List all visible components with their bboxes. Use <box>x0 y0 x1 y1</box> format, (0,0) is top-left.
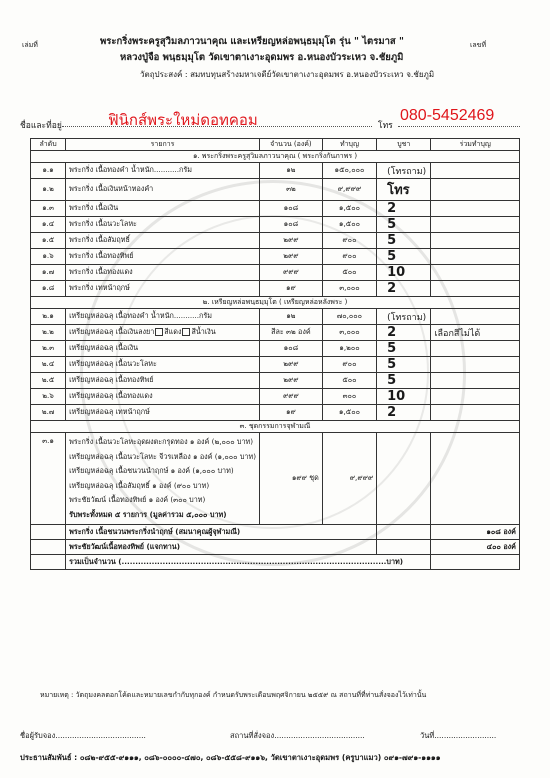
item-name <box>66 357 260 373</box>
handwritten-amount: 5 <box>387 249 397 264</box>
donate-cell[interactable] <box>431 201 520 217</box>
table-row <box>31 281 520 297</box>
donate-cell[interactable] <box>431 249 520 265</box>
handwritten-amount: 2 <box>387 281 397 296</box>
item-price: ๑,๕๐๐ <box>322 405 376 421</box>
row-number: ๓.๑ <box>31 433 66 525</box>
item-label: เหรียญหล่อฉลุ เนื้อเงิน <box>69 343 139 352</box>
item-name <box>66 389 260 405</box>
handwritten-amount: (โทรถาม) <box>387 167 427 177</box>
donate-cell[interactable] <box>431 405 520 421</box>
date-field[interactable]: วันที่.......................... <box>420 731 497 740</box>
item-label: พระกริ่ง เนื้อทองทิพย์ <box>69 251 134 260</box>
row-number: ๑.๑ <box>31 163 66 179</box>
item-label: พระกริ่ง เนื้อเงิน <box>69 203 119 212</box>
item-price: ๙๐๐ <box>322 249 376 265</box>
receiver-field[interactable]: ชื่อผู้รับจอง...................................... <box>20 731 146 740</box>
tel-label: โทร <box>378 121 393 131</box>
item-label: เหรียญหล่อฉลุ เนื้อทองคำ น้ำหนัก...........กรัม <box>69 311 212 320</box>
item-qty: ๓๒ <box>260 179 323 201</box>
row-number: ๑.๕ <box>31 233 66 249</box>
item-price: ๓,๐๐๐ <box>322 281 376 297</box>
handwritten-amount: 2 <box>387 325 397 340</box>
row-number: ๒.๕ <box>31 373 66 389</box>
item-qty: ๒๙๙ <box>260 373 323 389</box>
row-number: ๒.๔ <box>31 357 66 373</box>
table-row <box>31 405 520 421</box>
title-line-1: พระกริ่งพระครูสุวิมลภาวนาคุณ และเหรียญหล่อพนฺธมฺมุโต รุ่น " ไตรมาส " <box>100 36 404 47</box>
handwritten-amount: 2 <box>387 201 397 216</box>
item-label: พระกริ่ง เนื้อสัมฤทธิ์ <box>69 235 130 244</box>
item-label: พระกริ่ง เนื้อเงินหน้าทองคำ <box>69 184 154 193</box>
item-label: พระกริ่ง เทหน้าฤกษ์ <box>69 283 130 292</box>
item-price: ๙,๙๙๙ <box>322 179 376 201</box>
donate-cell[interactable] <box>431 309 520 325</box>
item-price: ๑,๒๐๐ <box>322 341 376 357</box>
handwritten-amount: 10 <box>387 389 406 404</box>
item-price: ๑,๕๐๐ <box>322 201 376 217</box>
name-address-label: ชื่อและที่อยู่ <box>20 121 62 131</box>
handwritten-amount: โทร <box>387 183 410 198</box>
order-amount[interactable] <box>377 201 431 217</box>
handwritten-amount: 5 <box>387 233 397 248</box>
table-row <box>31 357 520 373</box>
row-number: ๑.๖ <box>31 249 66 265</box>
set-donate-cell[interactable] <box>431 433 520 525</box>
item-label: เหรียญหล่อฉลุ เนื้อเงินลงยา <box>69 327 155 336</box>
item-qty: ๑๙ <box>260 405 323 421</box>
handwritten-amount: 5 <box>387 373 397 388</box>
total-label: รวมเป็นจำนวน (.................................................................................................บาท) <box>66 555 431 570</box>
donate-cell[interactable] <box>431 179 520 201</box>
col-header: ลำดับ <box>31 139 66 151</box>
row-number: ๒.๓ <box>31 341 66 357</box>
set-line: รับพระทั้งหมด ๕ รายการ (มูลค่ารวม ๕,๐๐๐ บาท) <box>69 509 227 519</box>
table-row <box>31 341 520 357</box>
col-header: บูชา <box>377 139 431 151</box>
donate-cell[interactable] <box>431 357 520 373</box>
table-row <box>31 265 520 281</box>
item-qty: ๑๒ <box>260 309 323 325</box>
footnote: หมายเหตุ : วัตถุมงคลตอกโค้ดและหมายเลขกำกับทุกองค์ กำหนดรับพระเดือนพฤศจิกายน ๒๕๕๙ ณ สถานที่ที่ท่านสั่งจองไว้เท่านั้น <box>40 691 427 699</box>
item-qty: ๑๙ <box>260 281 323 297</box>
extra-qty: ๑๐๘ องค์ <box>431 525 520 540</box>
item-label: เหรียญหล่อฉลุ เนื้อนวะโลหะ <box>69 359 157 368</box>
table-row <box>31 249 520 265</box>
item-name <box>66 405 260 421</box>
tel-field[interactable] <box>398 126 520 127</box>
table-row <box>31 525 520 540</box>
order-amount[interactable] <box>377 341 431 357</box>
handwritten-amount: 5 <box>387 217 397 232</box>
extra-item: พระชัยวัฒน์เนื้อทองทิพย์ (แจกทาน) <box>66 540 377 555</box>
item-name <box>66 281 260 297</box>
col-header: รายการ <box>66 139 260 151</box>
table-row <box>31 201 520 217</box>
table-row <box>31 373 520 389</box>
section-heading: ๒. เหรียญหล่อพนฺธมฺมุโต ( เหรียญหล่อหลังพระ ) <box>31 297 520 309</box>
table-row <box>31 217 520 233</box>
set-line: เหรียญหล่อฉลุ เนื้อชนวนนำฤกษ์ ๑ องค์ (๑,๐๐๐ บาท) <box>69 466 234 475</box>
color-option-label: สีน้ำเงิน <box>191 327 216 336</box>
brand-name: ฟินิกส์พระใหม่ดอทคอม <box>108 112 258 129</box>
item-label: พระกริ่ง เนื้อทองคำ น้ำหนัก...........กรัม <box>69 165 192 174</box>
item-qty: สีละ ๓๒ องค์ <box>260 325 323 341</box>
item-qty: ๒๙๙ <box>260 357 323 373</box>
order-amount[interactable] <box>377 405 431 421</box>
donate-cell[interactable] <box>431 389 520 405</box>
color-option-label: สีแดง <box>164 327 182 336</box>
item-price: ๙๐๐ <box>322 233 376 249</box>
donate-cell[interactable] <box>431 265 520 281</box>
section-heading: ๓. ชุดกรรมการจุฬามณี <box>31 421 520 433</box>
order-amount[interactable] <box>377 217 431 233</box>
row-number: ๒.๗ <box>31 405 66 421</box>
item-qty: ๙๙๙ <box>260 389 323 405</box>
col-header: จำนวน (องค์) <box>260 139 323 151</box>
order-amount[interactable] <box>377 179 431 201</box>
order-amount[interactable] <box>377 309 431 325</box>
handwritten-amount: (โทรถาม) <box>387 313 427 323</box>
handwritten-note: เลือกสีไม่ได้ <box>434 328 481 339</box>
table-row <box>31 325 520 341</box>
doc-number-label: เลขที่ <box>470 41 487 49</box>
row-number: ๑.๒ <box>31 179 66 201</box>
row-number: ๑.๔ <box>31 217 66 233</box>
table-row <box>31 389 520 405</box>
handwritten-amount: 2 <box>387 405 397 420</box>
set-line: เหรียญหล่อฉลุ เนื้อนวะโลหะ จีวรเหลือง ๑ องค์ (๑,๐๐๐ บาท) <box>69 451 256 461</box>
item-name <box>66 325 260 341</box>
brand-phone: 080-5452469 <box>400 107 495 124</box>
order-amount[interactable] <box>377 233 431 249</box>
item-name <box>66 233 260 249</box>
item-label: พระกริ่ง เนื้อทองแดง <box>69 267 133 276</box>
item-label: เหรียญหล่อฉลุ เนื้อทองทิพย์ <box>69 375 154 384</box>
item-price: ๓๐๐ <box>322 389 376 405</box>
item-name <box>66 265 260 281</box>
item-qty: ๑๐๘ <box>260 217 323 233</box>
extra-item: พระกริ่ง เนื้อชนวนพระกริ่งนำฤกษ์ (สมนาคุณผู้จุฬามณี) <box>66 525 377 540</box>
item-price: ๓,๐๐๐ <box>322 325 376 341</box>
book-number-label: เล่มที่ <box>22 41 38 49</box>
row-number: ๑.๗ <box>31 265 66 281</box>
donate-cell[interactable] <box>431 217 520 233</box>
order-amount[interactable] <box>377 249 431 265</box>
row-number: ๒.๑ <box>31 309 66 325</box>
item-qty: ๑๐๘ <box>260 341 323 357</box>
purpose-line: วัตถุประสงค์ : สมทบทุนสร้างมหาเจดีย์วัดเขาตาเงาะอุดมพร อ.หนองบัวระเหว จ.ชัยภูมิ <box>140 70 435 79</box>
item-price: ๑,๕๐๐ <box>322 217 376 233</box>
item-qty: ๒๙๙ <box>260 233 323 249</box>
donate-cell[interactable] <box>431 233 520 249</box>
row-number: ๑.๘ <box>31 281 66 297</box>
table-row <box>31 540 520 555</box>
order-table <box>30 138 520 570</box>
table-row <box>31 179 520 201</box>
table-header-row <box>31 139 520 151</box>
item-label: พระกริ่ง เนื้อนวะโลหะ <box>69 219 137 228</box>
section-heading: ๑. พระกริ่งพระครูสุวิมลภาวนาคุณ ( พระกริ่งกันภาพร ) <box>31 151 520 163</box>
item-qty: ๒๙๙ <box>260 249 323 265</box>
table-row <box>31 433 520 525</box>
item-price: ๕๐๐ <box>322 265 376 281</box>
order-amount[interactable] <box>377 265 431 281</box>
table-row <box>31 309 520 325</box>
item-name <box>66 217 260 233</box>
row-number: ๒.๖ <box>31 389 66 405</box>
row-number: ๒.๒ <box>31 325 66 341</box>
set-price: ๙,๙๙๙ <box>322 433 376 525</box>
item-qty: ๑๒ <box>260 163 323 179</box>
color-checkbox[interactable] <box>155 328 163 336</box>
item-name <box>66 249 260 265</box>
order-amount[interactable] <box>377 357 431 373</box>
row-number: ๑.๓ <box>31 201 66 217</box>
color-checkbox[interactable] <box>182 328 190 336</box>
handwritten-amount: 5 <box>387 357 397 372</box>
item-label: เหรียญหล่อฉลุ เทหน้าฤกษ์ <box>69 407 150 416</box>
item-price: ๑๕๐,๐๐๐ <box>322 163 376 179</box>
order-amount[interactable] <box>377 281 431 297</box>
title-line-2: หลวงปู่จือ พนฺธมฺมุโต วัดเขาตาเงาะอุดมพร อ.หนองบัวระเหว จ.ชัยภูมิ <box>120 52 404 63</box>
item-name <box>66 163 260 179</box>
set-line: เหรียญหล่อฉลุ เนื้อสัมฤทธิ์ ๑ องค์ (๙๐๐ บาท) <box>69 480 210 490</box>
item-price: ๗๐,๐๐๐ <box>322 309 376 325</box>
set-items <box>66 433 260 525</box>
set-order-cell[interactable] <box>377 433 431 525</box>
order-amount[interactable] <box>377 163 431 179</box>
donate-cell[interactable] <box>431 163 520 179</box>
table-row <box>31 163 520 179</box>
order-amount[interactable] <box>377 325 431 341</box>
item-price: ๕๐๐ <box>322 373 376 389</box>
extra-qty: ๔๐๐ องค์ <box>431 540 520 555</box>
contact-line: ประธานสัมพันธ์ : ๐๘๒-๙๕๕-๙๑๑๑, ๐๘๖-๐๐๐๐-๔๗๐, ๐๘๖-๕๕๘-๙๑๑๖, วัดเขาตาเงาะอุดมพร (ครูบาแมว) ๐๙๑-๗๙๑-๑๑๑๑ <box>20 753 441 762</box>
item-price: ๙๐๐ <box>322 357 376 373</box>
total-field[interactable] <box>431 555 520 570</box>
handwritten-amount: 5 <box>387 341 397 356</box>
item-name <box>66 179 260 201</box>
donate-cell[interactable] <box>431 325 520 341</box>
set-qty: ๑๙๙ ชุด <box>260 433 323 525</box>
order-amount[interactable] <box>377 389 431 405</box>
item-label: เหรียญหล่อฉลุ เนื้อทองแดง <box>69 391 153 400</box>
item-name <box>66 309 260 325</box>
donate-cell[interactable] <box>431 341 520 357</box>
handwritten-amount: 10 <box>387 265 406 280</box>
table-row <box>31 233 520 249</box>
place-field[interactable]: สถานที่สั่งจอง...................................... <box>230 731 365 740</box>
col-header: ร่วมทำบุญ <box>431 139 520 151</box>
item-qty: ๙๙๙ <box>260 265 323 281</box>
item-name <box>66 373 260 389</box>
set-line: พระกริ่ง เนื้อนวะโลหะอุดผงตะกรุดทอง ๑ องค์ (๒,๐๐๐ บาท) <box>69 437 254 446</box>
total-row <box>31 555 520 570</box>
donate-cell[interactable] <box>431 281 520 297</box>
item-name <box>66 201 260 217</box>
col-header: ทำบุญ <box>322 139 376 151</box>
order-amount[interactable] <box>377 373 431 389</box>
set-line: พระชัยวัฒน์ เนื้อทองทิพย์ ๑ องค์ (๓๐๐ บาท) <box>69 495 206 504</box>
item-name <box>66 341 260 357</box>
item-qty: ๑๐๘ <box>260 201 323 217</box>
donate-cell[interactable] <box>431 373 520 389</box>
